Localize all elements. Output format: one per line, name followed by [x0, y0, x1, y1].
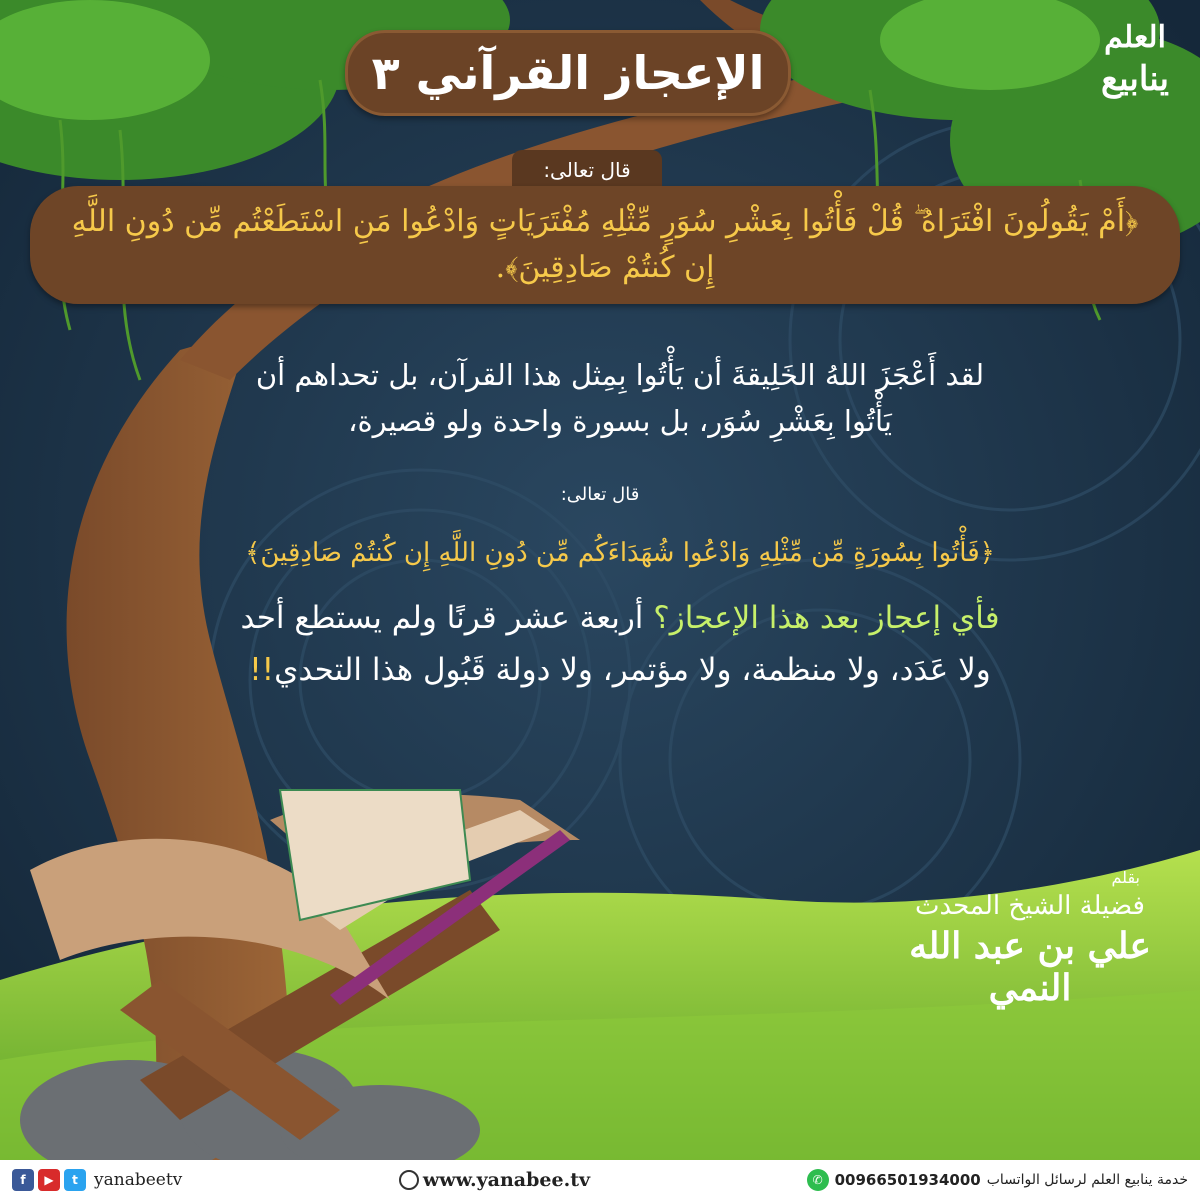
youtube-icon[interactable]: ▶	[38, 1169, 60, 1191]
paragraph-2	[230, 592, 1010, 696]
by-label: بقلم	[1111, 868, 1140, 887]
exclamation-mark: !!	[249, 652, 275, 688]
author-title: فضيلة الشيخ المحدث	[915, 891, 1145, 921]
title-banner	[345, 30, 791, 116]
social-handle[interactable]: yanabeetv	[94, 1170, 183, 1190]
website-link[interactable]	[399, 1169, 590, 1191]
logo-line-2: ينابيع	[1101, 59, 1169, 99]
verse-banner	[30, 186, 1180, 304]
facebook-icon[interactable]: f	[12, 1169, 34, 1191]
footer-bar	[0, 1160, 1200, 1200]
twitter-icon[interactable]: t	[64, 1169, 86, 1191]
whatsapp-icon[interactable]: ✆	[807, 1169, 829, 1191]
globe-icon	[399, 1170, 419, 1190]
whatsapp-phone[interactable]: 00966501934000	[834, 1171, 981, 1189]
question-highlight: فأي إعجاز بعد هذا الإعجاز؟	[653, 600, 1000, 636]
whatsapp-service-label: خدمة ينابيع العلم لرسائل الواتساب	[986, 1172, 1188, 1188]
author-name: علي بن عبد الله النمي	[909, 925, 1151, 1009]
yanabee-logo	[1085, 20, 1185, 180]
whatsapp-service	[807, 1169, 1188, 1191]
page-title: الإعجاز القرآني ٣	[371, 46, 765, 100]
social-links	[12, 1169, 182, 1191]
paragraph-1: لقد أَعْجَزَ اللهُ الخَلِيقةَ أن يَأْتُوا بِمِثل هذا القرآن، بل تحداهم أن يَأْتُوا بِعَشْرِ سُوَر، بل بسورة واحدة ولو قصيرة،	[255, 358, 985, 438]
author-signature	[890, 868, 1170, 1038]
paragraph-2-text: أربعة عشر قرنًا ولم يستطع أحد ولا عَدَد، ولا منظمة، ولا مؤتمر، ولا دولة قَبُول هذا التحدي	[240, 600, 991, 688]
verse-intro-tab	[512, 150, 662, 190]
verse-intro-label: قال تعالى:	[543, 158, 631, 182]
verse-1-text: ﴿أَمْ يَقُولُونَ افْتَرَاهُ ۖ قُلْ فَأْتُوا بِعَشْرِ سُوَرٍ مِّثْلِهِ مُفْتَرَيَاتٍ وَادْعُوا مَنِ اسْتَطَعْتُم مِّن دُونِ اللَّهِ إِن كُنتُمْ صَادِقِينَ﴾.	[71, 204, 1139, 285]
verse-2-text: ﴿فَأْتُوا بِسُورَةٍ مِّن مِّثْلِهِ وَادْعُوا شُهَدَاءَكُم مِّن دُونِ اللَّهِ إِن كُنتُمْ صَادِقِينَ﴾	[245, 538, 995, 568]
website-url[interactable]: www.yanabee.tv	[422, 1169, 591, 1191]
verse-2-intro: قال تعالى:	[560, 484, 640, 505]
logo-line-1: العلم	[1104, 20, 1166, 55]
